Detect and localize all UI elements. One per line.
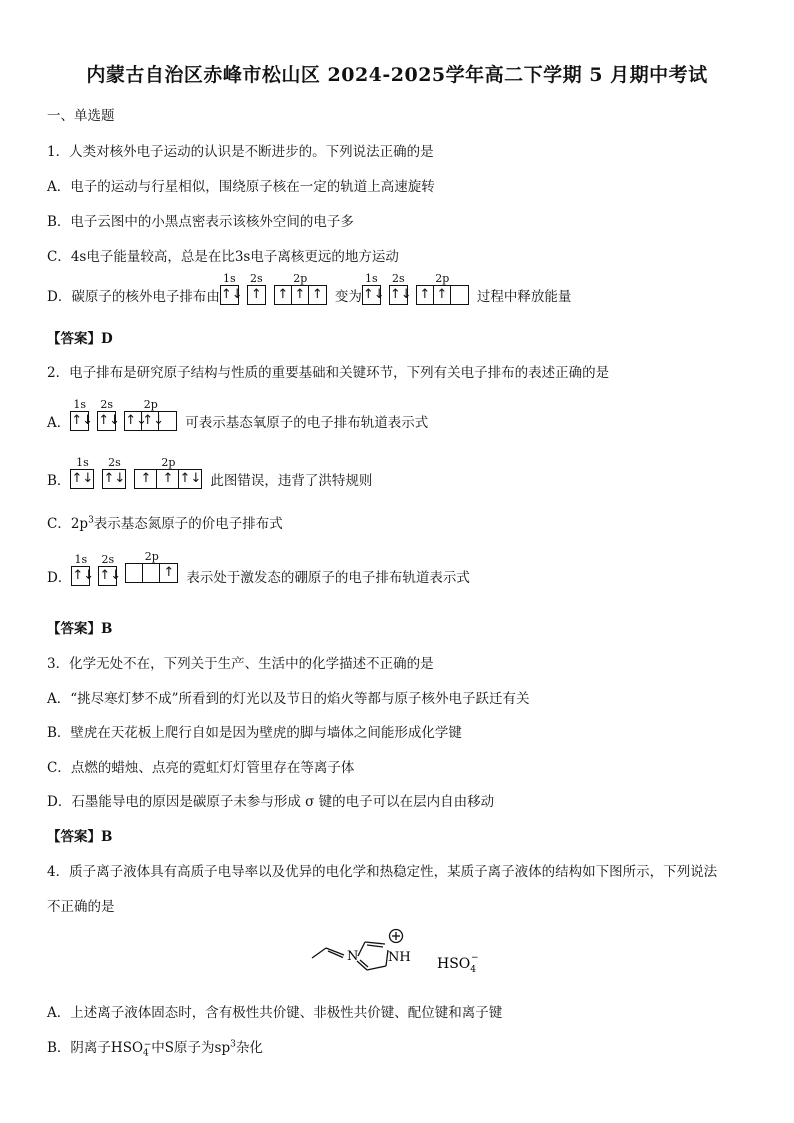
q3-option-d: D．石墨能导电的原因是碳原子未参与形成 σ 键的电子可以在层内自由移动 (47, 794, 495, 810)
orbital-box: ↑ (250, 287, 262, 302)
q4-b-sup2: 3 (230, 1039, 236, 1050)
anion-label: $HSO_4-$ (437, 953, 479, 975)
q1-answer: 【答案】D (47, 331, 113, 347)
orbital-box: ↑↓ (179, 471, 202, 486)
orbital-box: ↑↓ (389, 287, 412, 302)
orbital-box: ↑↓ (220, 287, 243, 302)
label-2p: 2p (161, 456, 176, 469)
orbital-diagram-d (71, 550, 186, 586)
orbital-box (159, 412, 176, 430)
orbital-box: ↑ (292, 286, 309, 304)
orbital-box: ↑↓ (103, 471, 126, 486)
orbital-diagram-a (70, 398, 185, 431)
q1-option-a: A．电子的运动与行星相似，围绕原子核在一定的轨道上高速旋转 (47, 179, 435, 195)
orbital-box: ↑↓ (142, 413, 165, 428)
q3-option-a: A．“挑尽寒灯梦不成”所看到的灯光以及节日的焰火等都与原子核外电子跃迁有关 (47, 691, 530, 707)
q4-stem-line1: 4．质子离子液体具有高质子电导率以及优异的电化学和热稳定性，某质子离子液体的结构如下图所示，下列说法 (47, 864, 718, 880)
q2-c-sup: 3 (88, 515, 94, 526)
q2-b-prefix: B． (47, 473, 71, 489)
q2-option-d (47, 550, 470, 586)
label-1s: 1s (73, 398, 87, 411)
orbital-box: ↑↓ (72, 568, 95, 583)
q1-option-b: B．电子云图中的小黑点密表示该核外空间的电子多 (47, 214, 354, 230)
label-2s: 2s (100, 398, 114, 411)
q2-c-prefix: C．2p (47, 516, 89, 532)
q2-a-prefix: A． (47, 415, 71, 431)
q2-stem: 2．电子排布是研究原子结构与性质的重要基础和关键环节，下列有关电子排布的表述正确的是 (47, 365, 610, 381)
orbital-box: ↑↓ (71, 471, 94, 486)
orbital-box: ↑↓ (71, 413, 94, 428)
orbital-box: ↑↓ (125, 413, 148, 428)
q2-option-c (47, 512, 283, 532)
orbital-box: ↑ (135, 470, 157, 488)
q1-d-suffix: 过程中释放能量 (476, 289, 572, 305)
orbital-box (126, 564, 143, 582)
molecule-structure (310, 928, 510, 982)
orbital-box: ↑ (157, 470, 179, 488)
q3-option-c: C．点燃的蜡烛、点亮的霓虹灯灯管里存在等离子体 (47, 760, 355, 776)
q2-c-text: 表示基态氮原子的价电子排布式 (93, 516, 283, 532)
q4-stem-line2: 不正确的是 (47, 899, 115, 915)
label-2s: 2s (392, 272, 405, 285)
q4-option-b (47, 1036, 263, 1059)
q2-option-b (47, 456, 372, 489)
page-title: 内蒙古自治区赤峰市松山区 2024-2025学年高二下学期 5 月期中考试 (86, 64, 708, 86)
label-2s: 2s (108, 456, 121, 469)
orbital-diagram-after (362, 272, 477, 305)
label-2p: 2p (435, 272, 450, 285)
q1-option-c: C．4s电子能量较高，总是在比3s电子离核更远的地方运动 (47, 249, 399, 265)
label-1s: 1s (74, 553, 88, 566)
label-1s: 1s (76, 456, 89, 469)
label-2s: 2s (101, 553, 115, 566)
orbital-diagram-before (220, 272, 335, 305)
orbital-box (143, 564, 160, 582)
mol-n-label: N (347, 949, 359, 964)
q4-b-sub: 4 (143, 1048, 149, 1059)
q4-b-text: 杂化 (235, 1040, 263, 1056)
q2-answer: 【答案】B (47, 621, 113, 637)
orbital-box: ↑↓ (362, 287, 385, 302)
q1-stem: 1．人类对核外电子运动的认识是不断进步的。下列说法正确的是 (47, 144, 434, 160)
label-2s: 2s (250, 272, 263, 285)
label-2p: 2p (144, 550, 159, 563)
label-1s: 1s (365, 272, 378, 285)
imidazolium-structure (310, 928, 510, 978)
q4-b-prefix: B．阴离子HSO (47, 1040, 144, 1056)
orbital-box: ↑↓ (98, 413, 121, 428)
section-heading: 一、单选题 (47, 108, 115, 124)
orbital-box: ↑ (417, 286, 434, 304)
q3-stem: 3．化学无处不在，下列关于生产、生活中的化学描述不正确的是 (47, 656, 434, 672)
orbital-diagram-b (70, 456, 210, 489)
q3-answer: 【答案】B (47, 829, 113, 845)
label-1s: 1s (223, 272, 236, 285)
q2-option-a (47, 398, 428, 431)
orbital-box: ↑ (163, 565, 175, 580)
q4-b-sup: − (143, 1039, 152, 1050)
q1-d-prefix: D．碳原子的核外电子排布由 (47, 289, 220, 305)
q2-a-text: 可表示基态氧原子的电子排布轨道表示式 (185, 415, 429, 431)
q3-option-b: B．壁虎在天花板上爬行自如是因为壁虎的脚与墙体之间能形成化学键 (47, 725, 462, 741)
q2-d-text: 表示处于激发态的硼原子的电子排布轨道表示式 (186, 570, 470, 586)
label-2p: 2p (293, 272, 308, 285)
orbital-box: ↑ (434, 286, 451, 304)
orbital-box: ↑↓ (99, 568, 122, 583)
mol-nh-label: NH (388, 950, 411, 965)
q1-option-d (47, 272, 571, 305)
orbital-box (451, 286, 468, 304)
q4-b-mid: 中S原子为sp (151, 1040, 231, 1056)
q2-b-text: 此图错误，违背了洪特规则 (210, 473, 373, 489)
q1-d-mid: 变为 (334, 289, 362, 305)
q4-option-a: A．上述离子液体固态时，含有极性共价键、非极性共价键、配位键和离子键 (47, 1005, 503, 1021)
label-2p: 2p (143, 398, 158, 411)
orbital-box: ↑ (311, 287, 323, 302)
q2-d-prefix: D． (47, 570, 72, 586)
orbital-box: ↑ (275, 286, 292, 304)
